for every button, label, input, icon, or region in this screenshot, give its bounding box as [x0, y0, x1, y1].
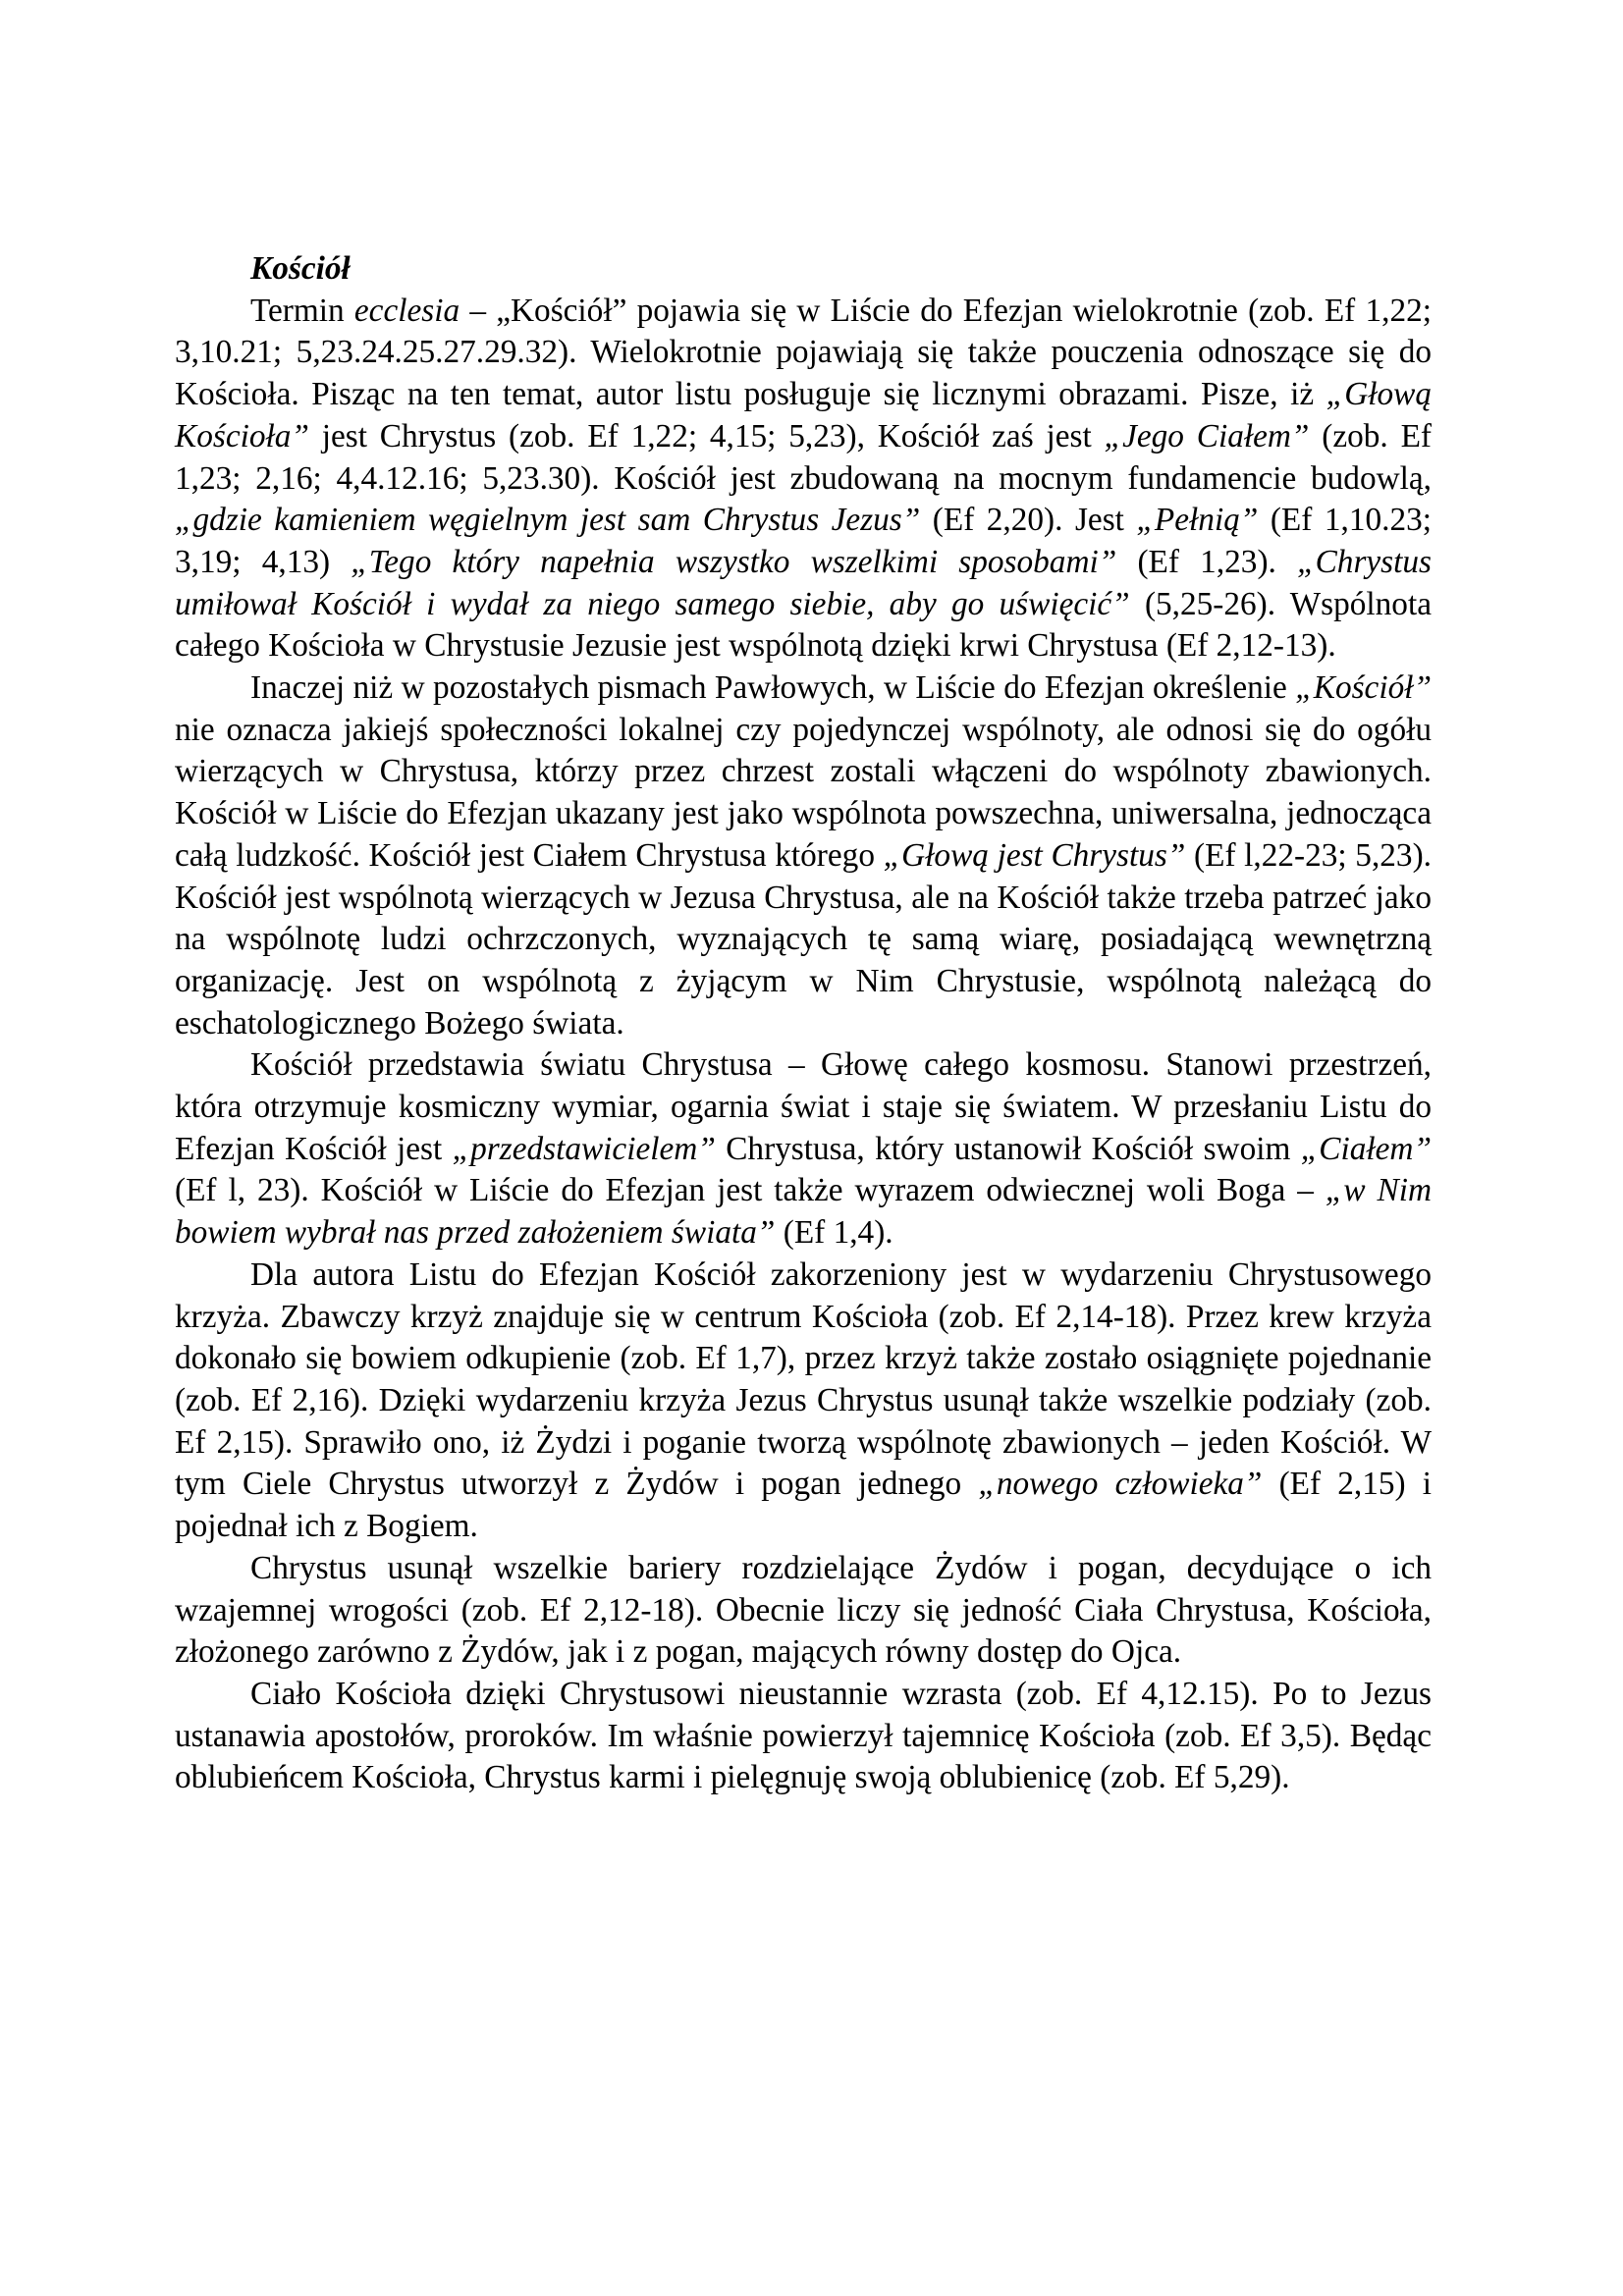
italic-text-run: „Pełnią” [1136, 502, 1259, 539]
italic-text-run: „nowego człowieka” [978, 1466, 1263, 1503]
text-run: (Ef 2,15) i pojednał ich z Bogiem. [175, 1466, 1432, 1545]
text-run: Termin [250, 292, 354, 329]
paragraph [175, 291, 1432, 667]
paragraph [175, 1548, 1432, 1674]
text-run: (zob. Ef 1,23; 2,16; 4,4.12.16; 5,23.30). Kościół jest zbudowaną na mocnym fundamencie budowlą, [175, 417, 1433, 497]
text-run: Dla autora Listu do Efezjan Kościół zakorzeniony jest w wydarzeniu Chrystusowego krzyża. Zbawczy krzyż znajduje się w centrum Kościoła (zob. Ef 2,14-18). Przez krew krzyża dokonało się bowiem odkupienie (zob. Ef 1,7), przez krzyż także zostało osiągnięte pojednanie (zob. Ef 2,16). Dzięki wydarzeniu krzyża Jezus Chrystus usunął także wszelkie podziały (zob. Ef 2,15). Sprawiło ono, iż Żydzi i poganie tworzą wspólnotę zbawionych – jeden Kościół. W tym Ciele Chrystus utworzył z Żydów i pogan jednego [175, 1255, 1432, 1503]
italic-text-run: „Głową Kościoła” [175, 376, 1432, 454]
text-run: (Ef 2,20). Jest [920, 502, 1137, 539]
document-body [175, 291, 1432, 1799]
italic-text-run: „Jego Ciałem” [1104, 417, 1310, 454]
paragraph [175, 1674, 1432, 1799]
italic-text-run: „gdzie kamieniem węgielnym jest sam Chrystus Jezus” [175, 502, 921, 539]
text-run: Chrystus usunął wszelkie bariery rozdzielające Żydów i pogan, decydujące o ich wzajemnej wrogości (zob. Ef 2,12-18). Obecnie liczy się jedność Ciała Chrystusa, Kościoła, złożonego zarówno z Żydów, jak i z pogan, mających równy dostęp do Ojca. [175, 1549, 1432, 1671]
text-run: (5,25-26). Wspólnota całego Kościoła w Chrystusie Jezusie jest wspólnotą dzięki krwi Chrystusa (Ef 2,12-13). [175, 585, 1432, 665]
italic-text-run: „Ciałem” [1300, 1130, 1432, 1167]
text-run: jest Chrystus (zob. Ef 1,22; 4,15; 5,23), Kościół zaś jest [308, 417, 1105, 454]
italic-text-run: „Tego który napełnia wszystko wszelkimi sposobami” [351, 543, 1117, 580]
italic-text-run: „Kościół” [1295, 669, 1432, 707]
text-run: (Ef 1,4). [775, 1214, 893, 1252]
text-run: Chrystusa, który ustanowił Kościół swoim [715, 1130, 1301, 1167]
document-title: Kościół [250, 250, 351, 287]
text-run: (Ef 1,23). [1116, 543, 1298, 580]
italic-text-run: „przedstawicielem” [452, 1130, 716, 1167]
italic-text-run: „Chrystus umiłował Kościół i wydał za niego samego siebie, aby go uświęcić” [175, 543, 1432, 622]
text-run: Inaczej niż w pozostałych pismach Pawłowych, w Liście do Efezjan określenie [250, 669, 1296, 707]
document-page [175, 248, 1432, 1799]
text-run: (Ef 1,10.23; 3,19; 4,13) [175, 502, 1432, 580]
text-run: nie oznacza jakiejś społeczności lokalnej czy pojedynczej wspólnoty, ale odnosi się do ogółu wierzących w Chrystusa, którzy przez chrzest zostali włączeni do wspólnoty zbawionych. Kościół w Liście do Efezjan ukazany jest jako wspólnota powszechna, uniwersalna, jednocząca całą ludzkość. Kościół jest Ciałem Chrystusa którego [175, 711, 1432, 874]
text-run: Ciało Kościoła dzięki Chrystusowi nieustannie wzrasta (zob. Ef 4,12.15). Po to Jezus ustanawia apostołów, proroków. Im właśnie powierzył tajemnicę Kościoła (zob. Ef 3,5). Będąc oblubieńcem Kościoła, Chrystus karmi i pielęgnuję swoją oblubienicę (zob. Ef 5,29). [175, 1675, 1432, 1796]
paragraph [175, 667, 1432, 1044]
text-run: (Ef l, 23). Kościół w Liście do Efezjan jest także wyrazem odwiecznej woli Boga – [175, 1172, 1325, 1209]
text-run: – „Kościół” pojawia się w Liście do Efezjan wielokrotnie (zob. Ef 1,22; 3,10.21; 5,23.24.25.27.29.32). Wielokrotnie pojawiają się także pouczenia odnoszące się do Kościoła. Pisząc na ten temat, autor listu posługuje się licznymi obrazami. Pisze, iż [175, 292, 1432, 413]
paragraph [175, 1044, 1432, 1255]
italic-text-run: „w Nim bowiem wybrał nas przed założeniem świata” [175, 1172, 1433, 1252]
italic-text-run: „Głową jest Chrystus” [883, 836, 1186, 874]
text-run: Kościół przedstawia światu Chrystusa – Głowę całego kosmosu. Stanowi przestrzeń, która otrzymuje kosmiczny wymiar, ogarnia świat i staje się światem. W przesłaniu Listu do Efezjan Kościół jest [175, 1046, 1432, 1167]
text-run: (Ef l,22-23; 5,23). Kościół jest wspólnotą wierzących w Jezusa Chrystusa, ale na Kościół także trzeba patrzeć jako na wspólnotę ludzi ochrzczonych, wyznających tę samą wiarę, posiadającą wewnętrzną organizację. Jest on wspólnotą z żyjącym w Nim Chrystusie, wspólnotą należącą do eschatologicznego Bożego świata. [175, 836, 1432, 1041]
paragraph [175, 1255, 1432, 1548]
italic-text-run: ecclesia [353, 292, 460, 329]
